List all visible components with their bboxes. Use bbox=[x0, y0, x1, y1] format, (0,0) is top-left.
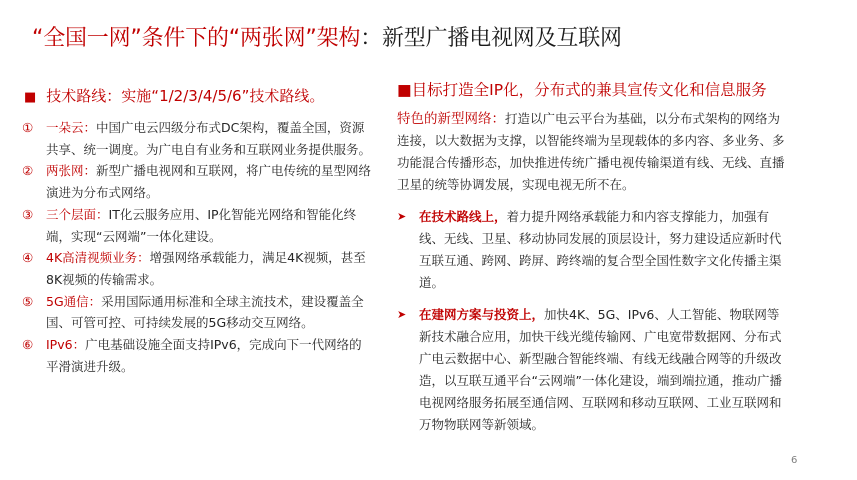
goal-heading: ■目标打造全IP化，分布式的兼具宣传文化和信息服务 bbox=[397, 81, 767, 99]
item-key: IPv6： bbox=[46, 337, 86, 353]
circled-number: ⑥ bbox=[22, 337, 34, 353]
item-text: 广电基础设施全面支持IPv6，完成向下一代网络的平滑演进升级。 bbox=[46, 337, 362, 374]
goal-paragraph bbox=[397, 108, 787, 196]
item-text: 增强网络承载能力，满足4K视频，甚至8K视频的传输需求。 bbox=[46, 250, 366, 287]
arrow-bullet-icon: ➤ bbox=[397, 210, 407, 223]
goal-paragraph-key: 特色的新型网络： bbox=[397, 111, 505, 127]
bullet-key: 在技术路线上， bbox=[419, 209, 507, 224]
tech-route-bullet bbox=[397, 206, 787, 294]
item-text: 采用国际通用标准和全球主流技术，建设覆盖全国、可管可控、可持续发展的5G移动交互网络。 bbox=[46, 293, 364, 331]
item-text: 新型广播电视网和互联网，将广电传统的星型网络演进为分布式网络。 bbox=[46, 163, 372, 201]
bullet-key: 在建网方案与投资上， bbox=[419, 307, 545, 322]
item-key: 两张网： bbox=[46, 163, 97, 179]
left-column bbox=[22, 85, 374, 377]
route-item-5 bbox=[22, 291, 374, 334]
circled-number: ⑤ bbox=[22, 293, 34, 309]
route-item-3 bbox=[22, 204, 374, 247]
square-bullet-icon: ■ bbox=[24, 90, 37, 105]
item-text: IT化云服务应用、IP化智能光网络和智能化终端，实现“云网端”一体化建设。 bbox=[46, 206, 357, 244]
circled-number: ④ bbox=[22, 250, 34, 266]
item-key: 一朵云： bbox=[46, 120, 97, 135]
tech-route-heading bbox=[24, 85, 374, 109]
route-item-1 bbox=[22, 117, 374, 160]
tech-route-heading-text: 技术路线：实施“1/2/3/4/5/6”技术路线。 bbox=[46, 87, 325, 105]
bullet-text: 加快4K、5G、IPv6、人工智能、物联网等新技术融合应用，加快干线光缆传输网、广电宽带数据网、分布式广电云数据中心、新型融合智能终端、有线无线融合网等的升级改造，以互联互通平台“云网端”一体化建设，端到端拉通，推动广播电视网络服务拓展至通信网、互联网和移动互联网、工业互联网和万物物联网等新领域。 bbox=[419, 307, 782, 432]
title-highlight: “全国一网”条件下的“两张网”架构 bbox=[32, 26, 361, 51]
route-item-4 bbox=[22, 247, 374, 290]
item-key: 4K高清视频业务： bbox=[46, 250, 150, 266]
slide-title bbox=[32, 24, 622, 54]
right-column bbox=[397, 78, 787, 436]
bullet-text: 着力提升网络承载能力和内容支撑能力，加强有线、无线、卫星、移动协同发展的顶层设计，努力建设适应新时代互联互通、跨网、跨屏、跨终端的复合型全国性数字文化传播主渠道。 bbox=[419, 209, 782, 290]
item-key: 三个层面： bbox=[46, 206, 109, 222]
arrow-bullet-icon: ➤ bbox=[397, 308, 407, 321]
route-item-2 bbox=[22, 160, 374, 203]
investment-bullet bbox=[397, 304, 787, 436]
goal-paragraph-text: 打造以广电云平台为基础，以分布式架构的网络为连接，以大数据为支撑，以智能终端为呈现载体的多内容、多业务、多功能混合传播形态，加快推进传统广播电视传输渠道有线、无线、直播卫星的统等协调发展，实现电视无所不在。 bbox=[397, 111, 785, 192]
page-number: 6 bbox=[791, 455, 798, 466]
item-text: 中国广电云四级分布式DC架构，覆盖全国，资源共享、统一调度。为广电自有业务和互联网业务提供服务。 bbox=[46, 120, 372, 157]
title-rest: ：新型广播电视网及互联网 bbox=[360, 26, 622, 51]
circled-number: ③ bbox=[22, 206, 34, 222]
item-key: 5G通信： bbox=[46, 293, 102, 309]
route-item-6 bbox=[22, 334, 374, 377]
circled-number: ② bbox=[22, 163, 34, 179]
circled-number: ① bbox=[22, 120, 34, 135]
